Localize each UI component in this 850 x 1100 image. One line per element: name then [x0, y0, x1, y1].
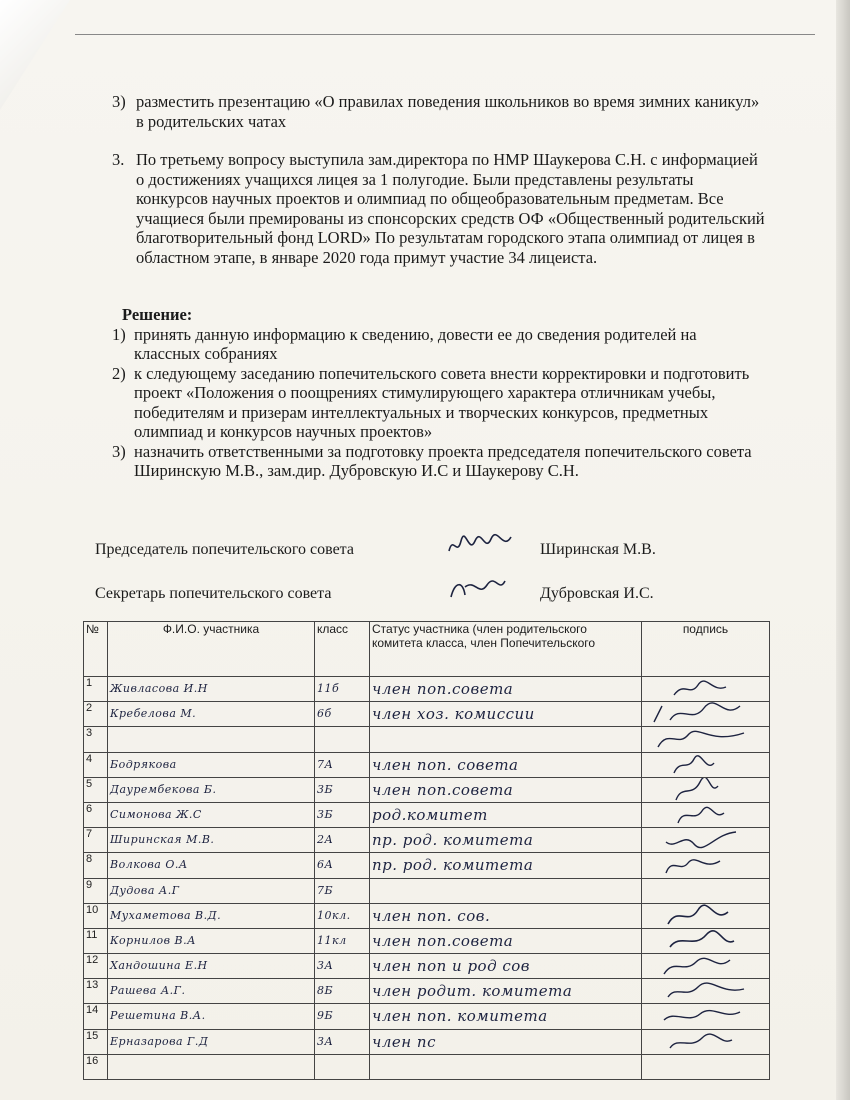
- signature-scribble: [644, 904, 764, 928]
- participant-signature: [642, 903, 770, 928]
- participant-class: 11б: [315, 677, 370, 702]
- item-number: 3.: [112, 150, 125, 169]
- header-class: класс: [315, 622, 370, 677]
- scan-edge: [836, 0, 850, 1100]
- header-name: Ф.И.О. участника: [108, 622, 315, 677]
- signature-scribble: [644, 929, 764, 953]
- solution-item: [112, 442, 767, 481]
- participant-signature: [642, 677, 770, 702]
- participant-name: Рашева А.Г.: [108, 979, 315, 1004]
- participant-class: [315, 727, 370, 752]
- participant-status: член поп. сов.: [370, 903, 642, 928]
- participant-name: Ерназарова Г.Д: [108, 1029, 315, 1054]
- participant-class: 3Б: [315, 777, 370, 802]
- secretary-name: Дубровская И.С.: [540, 585, 654, 602]
- signature-scribble: [644, 753, 764, 777]
- row-number: 6: [84, 802, 108, 827]
- table-row: [84, 903, 770, 928]
- solution-item: [112, 364, 767, 442]
- participant-class: 3А: [315, 1029, 370, 1054]
- participant-status: [370, 1054, 642, 1079]
- signature-scribble: [644, 954, 764, 978]
- participant-signature: [642, 979, 770, 1004]
- participant-signature: [642, 928, 770, 953]
- participant-status: пр. род. комитета: [370, 853, 642, 878]
- participant-signature: [642, 777, 770, 802]
- list-item: [112, 92, 767, 131]
- table-row: [84, 979, 770, 1004]
- participant-name: Корнилов В.А: [108, 928, 315, 953]
- participant-class: 10кл.: [315, 903, 370, 928]
- row-number: 15: [84, 1029, 108, 1054]
- participant-class: 9Б: [315, 1004, 370, 1029]
- participant-status: член хоз. комиссии: [370, 702, 642, 727]
- participant-signature: [642, 727, 770, 752]
- participant-signature: [642, 752, 770, 777]
- agenda-item-3: [112, 150, 767, 267]
- participant-name: [108, 1054, 315, 1079]
- signature-scribble: [644, 853, 764, 877]
- table-row: [84, 1029, 770, 1054]
- chair-signature: [445, 531, 515, 561]
- row-number: 12: [84, 954, 108, 979]
- signature-scribble: [644, 702, 764, 726]
- participant-name: [108, 727, 315, 752]
- secretary-role: Секретарь попечительского совета: [95, 585, 332, 602]
- participant-class: 7Б: [315, 878, 370, 903]
- table-row: [84, 928, 770, 953]
- participant-class: 7А: [315, 752, 370, 777]
- signature-scribble: [644, 1030, 764, 1054]
- row-number: 8: [84, 853, 108, 878]
- participant-class: 11кл: [315, 928, 370, 953]
- row-number: 4: [84, 752, 108, 777]
- participant-name: Кребелова М.: [108, 702, 315, 727]
- table-row: [84, 752, 770, 777]
- participant-signature: [642, 878, 770, 903]
- header-num: №: [84, 622, 108, 677]
- participant-class: 8Б: [315, 979, 370, 1004]
- participant-class: 2А: [315, 828, 370, 853]
- participant-status: член поп. совета: [370, 752, 642, 777]
- signature-scribble: [644, 979, 764, 1003]
- header-status: Статус участника (член родительского комитета класса, член Попечительского: [370, 622, 642, 677]
- chair-name: Ширинская М.В.: [540, 541, 656, 558]
- participant-signature: [642, 828, 770, 853]
- solution-heading: Решение:: [122, 305, 193, 324]
- participant-name: Волкова О.А: [108, 853, 315, 878]
- solution-item: [112, 325, 767, 364]
- row-number: 14: [84, 1004, 108, 1029]
- participant-status: член родит. комитета: [370, 979, 642, 1004]
- participant-signature: [642, 1054, 770, 1079]
- participant-name: Мухаметова В.Д.: [108, 903, 315, 928]
- participant-name: Ширинская М.В.: [108, 828, 315, 853]
- item-text: назначить ответственными за подготовку проекта председателя попечительского совета Ширинскую М.В., зам.дир. Дубровскую И.С и Шаукерову С.Н.: [134, 441, 752, 480]
- row-number: 7: [84, 828, 108, 853]
- participant-status: член поп и род сов: [370, 954, 642, 979]
- item-text: По третьему вопросу выступила зам.директора по НМР Шаукерова С.Н. с информацией о достижениях учащихся лицея за 1 полугодие. Были представлены результаты конкурсов научных проектов и олимпиад по общеобразовательным предметам. Все учащиеся были премированы из спонсорских средств ОФ «Общественный родительский благотворительный фонд LORD» По результатам городского этапа олимпиад от лицея в областном этапе, в январе 2020 года примут участие 34 лицеиста.: [136, 150, 765, 267]
- participants-table: [83, 621, 770, 1080]
- row-number: 11: [84, 928, 108, 953]
- agenda-paragraph: [112, 150, 767, 267]
- participant-status: [370, 727, 642, 752]
- signature-scribble: [644, 727, 764, 751]
- participant-name: Хандошина Е.Н: [108, 954, 315, 979]
- item-number: 3): [112, 92, 126, 111]
- participant-status: член поп.совета: [370, 677, 642, 702]
- signature-scribble: [644, 778, 764, 802]
- participant-class: 3А: [315, 954, 370, 979]
- participant-status: член поп.совета: [370, 928, 642, 953]
- table-row: [84, 677, 770, 702]
- participant-signature: [642, 802, 770, 827]
- item-number: 1): [112, 324, 126, 344]
- table-row: [84, 1054, 770, 1079]
- item-text: разместить презентацию «О правилах поведения школьников во время зимних каникул» в родительских чатах: [136, 92, 760, 131]
- participant-name: Решетина В.А.: [108, 1004, 315, 1029]
- signature-scribble: [644, 828, 764, 852]
- item-text: к следующему заседанию попечительского совета внести корректировки и подготовить проект «Положения о поощрениях стимулирующего характера отличникам учебы, победителям и призерам интеллектуальных и творческих конкурсов, предметных олимпиад и конкурсов научных проектов»: [134, 363, 750, 441]
- item-number: 2): [112, 363, 126, 383]
- header-signature: подпись: [642, 622, 770, 677]
- participant-name: Дудова А.Г: [108, 878, 315, 903]
- participant-status: [370, 878, 642, 903]
- row-number: 1: [84, 677, 108, 702]
- participant-status: род.комитет: [370, 802, 642, 827]
- participant-class: 3Б: [315, 802, 370, 827]
- item-number: 3): [112, 441, 126, 461]
- participant-signature: [642, 702, 770, 727]
- table-row: [84, 878, 770, 903]
- table-row: [84, 802, 770, 827]
- row-number: 10: [84, 903, 108, 928]
- table-row: [84, 702, 770, 727]
- signature-scribble: [644, 677, 764, 701]
- participant-status: член поп. комитета: [370, 1004, 642, 1029]
- row-number: 16: [84, 1054, 108, 1079]
- top-rule: [75, 34, 815, 35]
- participant-name: Живласова И.Н: [108, 677, 315, 702]
- participant-status: пр. род. комитета: [370, 828, 642, 853]
- participant-class: [315, 1054, 370, 1079]
- row-number: 2: [84, 702, 108, 727]
- participant-class: 6б: [315, 702, 370, 727]
- participant-status: член пс: [370, 1029, 642, 1054]
- table-row: [84, 777, 770, 802]
- table-row: [84, 828, 770, 853]
- table-row: [84, 727, 770, 752]
- table-row: [84, 1004, 770, 1029]
- participant-signature: [642, 853, 770, 878]
- row-number: 5: [84, 777, 108, 802]
- secretary-signature: [445, 575, 515, 605]
- participant-signature: [642, 1004, 770, 1029]
- row-number: 3: [84, 727, 108, 752]
- participant-status: член поп.совета: [370, 777, 642, 802]
- participant-signature: [642, 1029, 770, 1054]
- presentation-item: [112, 92, 767, 131]
- table-row: [84, 954, 770, 979]
- chair-role: Председатель попечительского совета: [95, 541, 354, 558]
- participant-signature: [642, 954, 770, 979]
- participant-name: Симонова Ж.С: [108, 802, 315, 827]
- item-text: принять данную информацию к сведению, довести ее до сведения родителей на классных собраниях: [134, 324, 697, 363]
- row-number: 9: [84, 878, 108, 903]
- signature-scribble: [644, 803, 764, 827]
- row-number: 13: [84, 979, 108, 1004]
- solution-section: [112, 305, 767, 481]
- participant-class: 6А: [315, 853, 370, 878]
- participant-name: Даурембекова Б.: [108, 777, 315, 802]
- table-header-row: [84, 622, 770, 677]
- table-row: [84, 853, 770, 878]
- signature-scribble: [644, 1004, 764, 1028]
- participant-name: Бодрякова: [108, 752, 315, 777]
